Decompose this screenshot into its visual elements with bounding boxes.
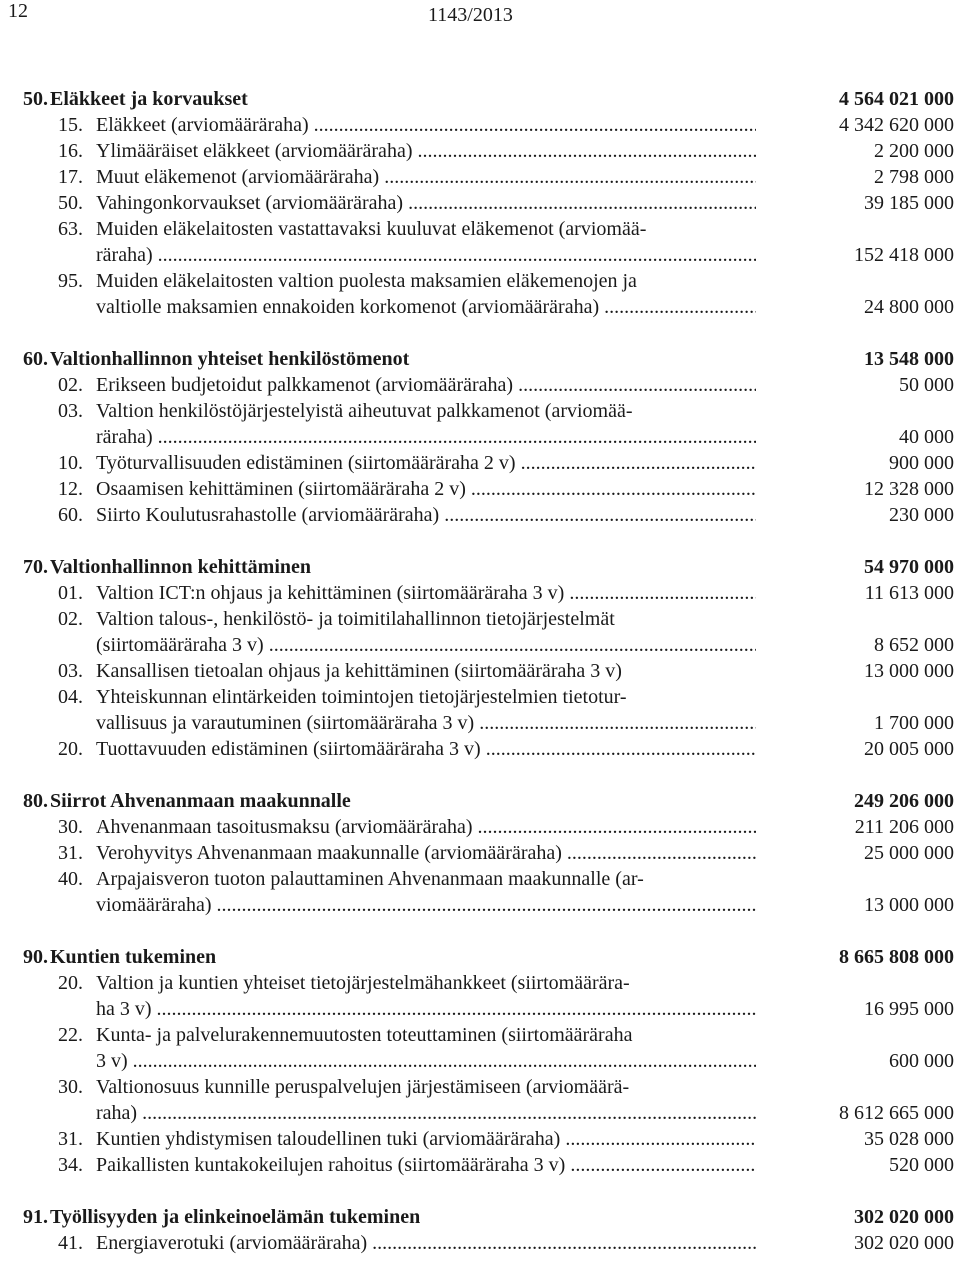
item-amount: 8 612 665 000 <box>839 1102 954 1124</box>
item-number: 03. <box>58 400 83 422</box>
item-line <box>0 684 960 710</box>
item-amount: 50 000 <box>899 374 954 396</box>
item-line <box>0 112 960 138</box>
item-amount: 2 798 000 <box>874 166 954 188</box>
item-amount: 40 000 <box>899 426 954 448</box>
item-text: Yhteiskunnan elintärkeiden toimintojen tietojärjestelmien tietotur- <box>96 686 627 708</box>
section-heading <box>0 944 960 970</box>
item-line <box>0 294 960 320</box>
item-line <box>0 476 960 502</box>
item-amount: 152 418 000 <box>854 244 954 266</box>
section-number: 70. <box>23 556 48 578</box>
item-text: Muiden eläkelaitosten valtion puolesta maksamien eläkemenojen ja <box>96 270 637 292</box>
item-line <box>0 606 960 632</box>
section-heading <box>0 346 960 372</box>
item-number: 63. <box>58 218 83 240</box>
item-text: räraha) ..... <box>96 424 756 450</box>
budget-section <box>0 788 960 918</box>
item-line <box>0 164 960 190</box>
item-text: ha 3 v) ..... <box>96 996 756 1022</box>
item-amount: 8 652 000 <box>874 634 954 656</box>
item-number: 30. <box>58 816 83 838</box>
section-title: Siirrot Ahvenanmaan maakunnalle <box>50 790 351 812</box>
item-amount: 600 000 <box>889 1050 954 1072</box>
item-amount: 211 206 000 <box>854 816 954 838</box>
item-amount: 12 328 000 <box>864 478 954 500</box>
budget-section <box>0 346 960 528</box>
section-heading <box>0 86 960 112</box>
item-number: 04. <box>58 686 83 708</box>
item-number: 20. <box>58 972 83 994</box>
item-line <box>0 424 960 450</box>
section-number: 50. <box>23 88 48 110</box>
item-text: Työturvallisuuden edistäminen (siirtomääräraha 2 v) ..... <box>96 450 756 476</box>
item-number: 50. <box>58 192 83 214</box>
item-line <box>0 580 960 606</box>
document-id: 1143/2013 <box>428 4 513 26</box>
section-amount: 4 564 021 000 <box>839 88 954 110</box>
item-amount: 25 000 000 <box>864 842 954 864</box>
item-line <box>0 814 960 840</box>
section-title: Työllisyyden ja elinkeinoelämän tukeminen <box>50 1206 421 1228</box>
item-text: Valtionosuus kunnille peruspalvelujen järjestämiseen (arviomäärä- <box>96 1076 630 1098</box>
item-number: 12. <box>58 478 83 500</box>
item-text: Erikseen budjetoidut palkkamenot (arviomääräraha) ..... <box>96 372 756 398</box>
budget-section <box>0 944 960 1178</box>
item-amount: 20 005 000 <box>864 738 954 760</box>
item-amount: 16 995 000 <box>864 998 954 1020</box>
item-text: Valtion ja kuntien yhteiset tietojärjestelmähankkeet (siirtomäärära- <box>96 972 630 994</box>
section-heading <box>0 554 960 580</box>
item-text: Ylimääräiset eläkkeet (arviomääräraha) ..... <box>96 138 756 164</box>
item-number: 10. <box>58 452 83 474</box>
section-number: 90. <box>23 946 48 968</box>
item-text: Muiden eläkelaitosten vastattavaksi kuuluvat eläkemenot (arviomää- <box>96 218 647 240</box>
item-text: Paikallisten kuntakokeilujen rahoitus (siirtomääräraha 3 v) ..... <box>96 1152 756 1178</box>
item-text: Osaamisen kehittäminen (siirtomääräraha 2 v) ..... <box>96 476 756 502</box>
section-amount: 249 206 000 <box>854 790 954 812</box>
budget-section <box>0 1204 960 1256</box>
item-number: 02. <box>58 374 83 396</box>
section-title: Valtionhallinnon kehittäminen <box>50 556 312 578</box>
item-text: Tuottavuuden edistäminen (siirtomääräraha 3 v) ..... <box>96 736 756 762</box>
item-number: 22. <box>58 1024 83 1046</box>
item-amount: 35 028 000 <box>864 1128 954 1150</box>
item-line <box>0 710 960 736</box>
item-number: 31. <box>58 842 83 864</box>
item-line <box>0 372 960 398</box>
item-text: Vahingonkorvaukset (arviomääräraha) ..... <box>96 190 756 216</box>
item-number: 31. <box>58 1128 83 1150</box>
section-title: Valtionhallinnon yhteiset henkilöstömenot <box>50 348 410 370</box>
item-line <box>0 268 960 294</box>
item-text: Eläkkeet (arviomääräraha) ..... <box>96 112 756 138</box>
item-line <box>0 138 960 164</box>
item-line <box>0 840 960 866</box>
section-amount: 13 548 000 <box>864 348 954 370</box>
item-line <box>0 866 960 892</box>
item-number: 16. <box>58 140 83 162</box>
page-number: 12 <box>8 0 28 22</box>
item-line <box>0 1126 960 1152</box>
section-title: Kuntien tukeminen <box>50 946 217 968</box>
item-number: 03. <box>58 660 83 682</box>
item-amount: 13 000 000 <box>864 894 954 916</box>
item-line <box>0 1048 960 1074</box>
item-text: Ahvenanmaan tasoitusmaksu (arviomääräraha) ..... <box>96 814 756 840</box>
item-text: Kunta- ja palvelurakennemuutosten toteuttaminen (siirtomääräraha <box>96 1024 633 1046</box>
item-line <box>0 450 960 476</box>
item-amount: 4 342 620 000 <box>839 114 954 136</box>
item-text: Kansallisen tietoalan ohjaus ja kehittäminen (siirtomääräraha 3 v) <box>96 660 622 682</box>
item-line <box>0 1022 960 1048</box>
section-title: Eläkkeet ja korvaukset <box>50 88 248 110</box>
item-number: 20. <box>58 738 83 760</box>
item-amount: 39 185 000 <box>864 192 954 214</box>
item-line <box>0 736 960 762</box>
item-amount: 13 000 000 <box>864 660 954 682</box>
item-text: Valtion henkilöstöjärjestelyistä aiheutuvat palkkamenot (arviomää- <box>96 400 633 422</box>
item-line <box>0 1152 960 1178</box>
item-line <box>0 1230 960 1256</box>
item-line <box>0 1074 960 1100</box>
item-line <box>0 658 960 684</box>
item-text: Muut eläkemenot (arviomääräraha) ..... <box>96 164 756 190</box>
item-text: Valtion ICT:n ohjaus ja kehittäminen (siirtomääräraha 3 v) ..... <box>96 580 756 606</box>
item-number: 41. <box>58 1232 83 1254</box>
item-number: 60. <box>58 504 83 526</box>
item-line <box>0 970 960 996</box>
item-text: valtiolle maksamien ennakoiden korkomenot (arviomääräraha) ..... <box>96 294 756 320</box>
item-text: Siirto Koulutusrahastolle (arviomääräraha) ..... <box>96 502 756 528</box>
item-text: (siirtomääräraha 3 v) ..... <box>96 632 756 658</box>
item-amount: 302 020 000 <box>854 1232 954 1254</box>
item-text: räraha) ..... <box>96 242 756 268</box>
section-heading <box>0 788 960 814</box>
item-amount: 1 700 000 <box>874 712 954 734</box>
section-number: 80. <box>23 790 48 812</box>
item-text: 3 v) ..... <box>96 1048 756 1074</box>
section-amount: 54 970 000 <box>864 556 954 578</box>
item-amount: 2 200 000 <box>874 140 954 162</box>
item-number: 15. <box>58 114 83 136</box>
item-amount: 520 000 <box>889 1154 954 1176</box>
budget-section <box>0 554 960 762</box>
section-amount: 8 665 808 000 <box>839 946 954 968</box>
item-amount: 900 000 <box>889 452 954 474</box>
item-text: viomääräraha) ..... <box>96 892 756 918</box>
section-number: 60. <box>23 348 48 370</box>
item-number: 95. <box>58 270 83 292</box>
item-text: raha) ..... <box>96 1100 756 1126</box>
item-line <box>0 190 960 216</box>
item-line <box>0 892 960 918</box>
item-text: Verohyvitys Ahvenanmaan maakunnalle (arviomääräraha) ..... <box>96 840 756 866</box>
item-number: 02. <box>58 608 83 630</box>
section-heading <box>0 1204 960 1230</box>
item-number: 30. <box>58 1076 83 1098</box>
item-text: Arpajaisveron tuoton palauttaminen Ahvenanmaan maakunnalle (ar- <box>96 868 644 890</box>
item-line <box>0 1100 960 1126</box>
item-amount: 11 613 000 <box>864 582 954 604</box>
item-line <box>0 502 960 528</box>
section-number: 91. <box>23 1206 48 1228</box>
budget-section <box>0 86 960 320</box>
item-line <box>0 632 960 658</box>
item-text: Kuntien yhdistymisen taloudellinen tuki (arviomääräraha) ..... <box>96 1126 756 1152</box>
item-line <box>0 216 960 242</box>
section-amount: 302 020 000 <box>854 1206 954 1228</box>
item-amount: 24 800 000 <box>864 296 954 318</box>
item-line <box>0 398 960 424</box>
item-text: vallisuus ja varautuminen (siirtomääräraha 3 v) ..... <box>96 710 756 736</box>
budget-table <box>0 86 960 1282</box>
item-line <box>0 242 960 268</box>
item-number: 34. <box>58 1154 83 1176</box>
item-text: Valtion talous-, henkilöstö- ja toimitilahallinnon tietojärjestelmät <box>96 608 615 630</box>
item-number: 17. <box>58 166 83 188</box>
item-text: Energiaverotuki (arviomääräraha) ..... <box>96 1230 756 1256</box>
item-line <box>0 996 960 1022</box>
item-amount: 230 000 <box>889 504 954 526</box>
item-number: 01. <box>58 582 83 604</box>
item-number: 40. <box>58 868 83 890</box>
